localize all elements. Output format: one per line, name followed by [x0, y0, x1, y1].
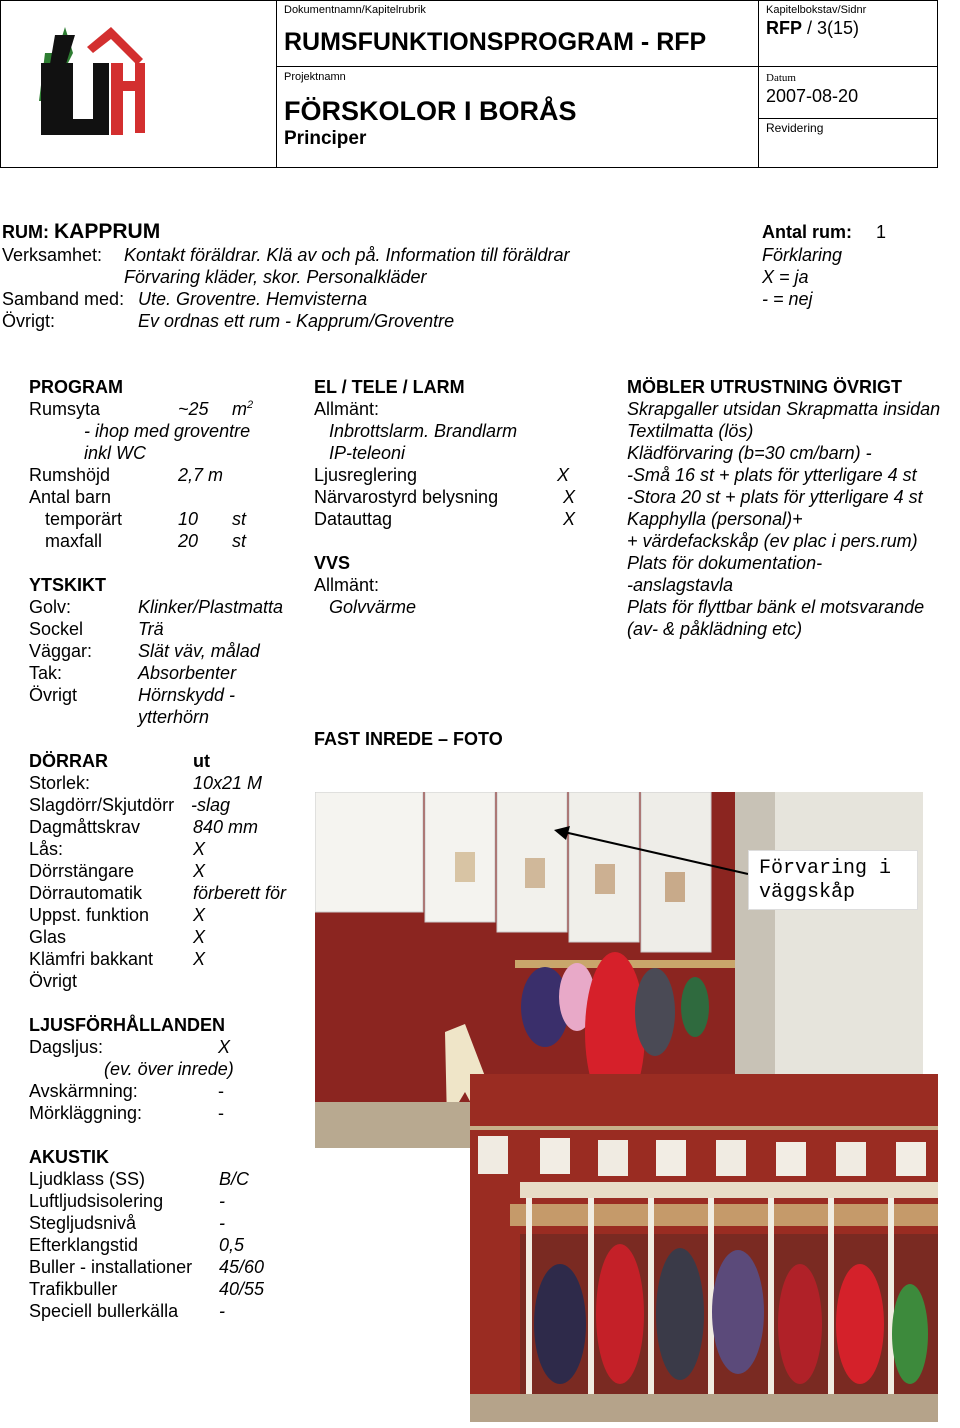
project-label: Projektnamn [284, 71, 346, 83]
akustik-label: Trafikbuller [29, 1279, 118, 1299]
door-label: Glas [29, 927, 67, 947]
header-divider [758, 0, 759, 168]
door-label: Uppst. funktion [29, 905, 150, 925]
vvs-golvvarme: Golvvärme [329, 597, 417, 617]
company-logo [39, 23, 149, 141]
mobler-line: (av- & påklädning etc) [627, 619, 803, 639]
morklaggning-value: - [218, 1103, 224, 1123]
mobler-line: -anslagstavla [627, 575, 734, 595]
akustik-value: - [219, 1301, 225, 1321]
antal-barn-label: Antal barn [29, 487, 112, 507]
legend-x-ja: X = ja [762, 267, 809, 287]
ovrigt-label: Övrigt: [2, 311, 56, 331]
dagsljus-note: (ev. över inrede) [104, 1059, 234, 1079]
callout-arrow [548, 822, 754, 882]
date-value: 2007-08-20 [766, 86, 859, 106]
verksamhet-line1: Kontakt föräldrar. Klä av och på. Information till föräldrar [124, 245, 570, 265]
akustik-label: Buller - installationer [29, 1257, 193, 1277]
el-heading: EL / TELE / LARM [314, 377, 465, 397]
door-value: 10x21 M [193, 773, 263, 793]
room-label: RUM: [2, 222, 49, 242]
rumsyta-note2: inkl WC [84, 443, 146, 463]
program-heading: PROGRAM [29, 377, 123, 397]
door-label: Storlek: [29, 773, 91, 793]
mobler-line: Textilmatta (lös) [627, 421, 754, 441]
el-inbrott: Inbrottslarm. Brandlarm [329, 421, 518, 441]
el-label: Ljusreglering [314, 465, 418, 485]
mobler-heading: MÖBLER UTRUSTNING ÖVRIGT [627, 377, 902, 397]
doc-label: Dokumentnamn/Kapitelrubrik [284, 4, 426, 16]
el-ip: IP-teleoni [329, 443, 406, 463]
rumsyta-unit-m: m [232, 399, 247, 419]
dagsljus-label: Dagsljus: [29, 1037, 104, 1057]
dorrar-heading: DÖRRAR [29, 751, 108, 771]
temporart-unit: st [232, 509, 247, 529]
ytskikt-value: Trä [138, 619, 164, 639]
rumsyta-unit [232, 399, 253, 420]
rumshojd-value: 2,7 m [178, 465, 224, 485]
vvs-allmant: Allmänt: [314, 575, 380, 595]
akustik-label: Luftljudsisolering [29, 1191, 164, 1211]
revision-label: Revidering [766, 121, 824, 135]
akustik-label: Ljudklass (SS) [29, 1169, 146, 1189]
door-label: Övrigt [29, 971, 78, 991]
ovrigt-value: Ev ordnas ett rum - Kapprum/Groventre [138, 311, 455, 331]
maxfall-unit: st [232, 531, 247, 551]
dorrar-heading-value: ut [193, 751, 210, 771]
temporart-value: 10 [178, 509, 199, 529]
header-divider [276, 0, 277, 168]
coatroom-photo-shelving [470, 1074, 938, 1422]
door-label: Klämfri bakkant [29, 949, 154, 969]
akustik-heading: AKUSTIK [29, 1147, 109, 1167]
mobler-line: Klädförvaring (b=30 cm/barn) - [627, 443, 872, 463]
el-allmant: Allmänt: [314, 399, 380, 419]
rumsyta-unit-sup: 2 [247, 399, 254, 411]
rumsyta-value: ~25 [178, 399, 209, 419]
forklaring: Förklaring [762, 245, 843, 265]
ytskikt-value: Slät väv, målad [138, 641, 260, 661]
el-value: X [563, 509, 576, 529]
door-label: Dörrautomatik [29, 883, 143, 903]
door-value: förberett för [193, 883, 287, 903]
verksamhet-line2: Förvaring kläder, skor. Personalkläder [124, 267, 427, 287]
fast-inrede-heading: FAST INREDE – FOTO [314, 729, 503, 749]
door-value: X [193, 905, 206, 925]
door-value: X [193, 949, 206, 969]
header-divider [276, 66, 938, 67]
maxfall-label: maxfall [45, 531, 103, 551]
legend-minus-nej: - = nej [762, 289, 813, 309]
el-label: Datauttag [314, 509, 393, 529]
project-title: FÖRSKOLOR I BORÅS [284, 96, 577, 126]
callout-line1: Förvaring i [759, 857, 892, 880]
dagsljus-value: X [218, 1037, 231, 1057]
avskarmning-value: - [218, 1081, 224, 1101]
maxfall-value: 20 [178, 531, 199, 551]
mobler-line: Plats för dokumentation- [627, 553, 823, 573]
mobler-line: Skrapgaller utsidan Skrapmatta insidan [627, 399, 941, 419]
mobler-line: + värdefackskåp (ev plac i pers.rum) [627, 531, 918, 551]
ytskikt-value: Klinker/Plastmatta [138, 597, 284, 617]
rumsyta-note1: - ihop med groventre [84, 421, 251, 441]
room-name: KAPPRUM [54, 220, 161, 243]
door-value: X [193, 861, 206, 881]
callout-box [748, 850, 918, 910]
ytskikt-value: Absorbenter [138, 663, 237, 683]
akustik-value: - [219, 1213, 225, 1233]
akustik-label: Speciell bullerkälla [29, 1301, 179, 1321]
ljus-heading: LJUSFÖRHÅLLANDEN [29, 1015, 225, 1035]
samband-value: Ute. Groventre. Hemvisterna [138, 289, 368, 309]
ytskikt-label: Väggar: [29, 641, 93, 661]
project-subtitle: Principer [284, 128, 367, 149]
mobler-line: -Små 16 st + plats för ytterligare 4 st [627, 465, 917, 485]
vvs-heading: VVS [314, 553, 351, 573]
ytskikt-label: Övrigt [29, 685, 78, 705]
ytskikt-heading: YTSKIKT [29, 575, 107, 595]
doc-title: RUMSFUNKTIONSPROGRAM - RFP [284, 28, 707, 56]
akustik-value: 40/55 [219, 1279, 265, 1299]
door-label: Slagdörr/Skjutdörr [29, 795, 175, 815]
samband-label: Samband med: [2, 289, 125, 309]
room-title [2, 220, 160, 244]
door-value: X [193, 839, 206, 859]
el-value: X [563, 487, 576, 507]
chapter-label: Kapitelbokstav/Sidnr [766, 4, 867, 16]
door-label: Dagmåttskrav [29, 817, 141, 837]
chapter-value [766, 18, 859, 39]
akustik-label: Stegljudsnivå [29, 1213, 137, 1233]
antal-rum-value: 1 [876, 222, 887, 242]
rumsyta-label: Rumsyta [29, 399, 101, 419]
el-value: X [557, 465, 570, 485]
akustik-value: 45/60 [219, 1257, 265, 1277]
chapter-code: RFP [766, 18, 802, 38]
akustik-value: 0,5 [219, 1235, 245, 1255]
temporart-label: temporärt [45, 509, 123, 529]
ytskikt-label: Sockel [29, 619, 84, 639]
header-divider [758, 118, 938, 119]
chapter-page: / 3(15) [802, 18, 860, 38]
ytskikt-value: Hörnskydd - [138, 685, 236, 705]
verksamhet-label: Verksamhet: [2, 245, 103, 265]
akustik-label: Efterklangstid [29, 1235, 139, 1255]
door-label: Dörrstängare [29, 861, 135, 881]
door-value: X [193, 927, 206, 947]
date-label: Datum [766, 72, 796, 84]
akustik-value: B/C [219, 1169, 250, 1189]
ytskikt-label: Golv: [29, 597, 72, 617]
el-label: Närvarostyrd belysning [314, 487, 499, 507]
antal-rum-label: Antal rum: [762, 222, 852, 242]
door-value: -slag [191, 795, 231, 815]
door-label: Lås: [29, 839, 64, 859]
callout-line2: väggskåp [759, 881, 856, 904]
ytskikt-value-cont: ytterhörn [138, 707, 210, 727]
mobler-line: -Stora 20 st + plats för ytterligare 4 st [627, 487, 923, 507]
mobler-line: Plats för flyttbar bänk el motsvarande [627, 597, 925, 617]
avskarmning-label: Avskärmning: [29, 1081, 138, 1101]
door-value: 840 mm [193, 817, 259, 837]
akustik-value: - [219, 1191, 225, 1211]
morklaggning-label: Mörkläggning: [29, 1103, 143, 1123]
mobler-line: Kapphylla (personal)+ [627, 509, 803, 529]
rumshojd-label: Rumshöjd [29, 465, 111, 485]
ytskikt-label: Tak: [29, 663, 63, 683]
